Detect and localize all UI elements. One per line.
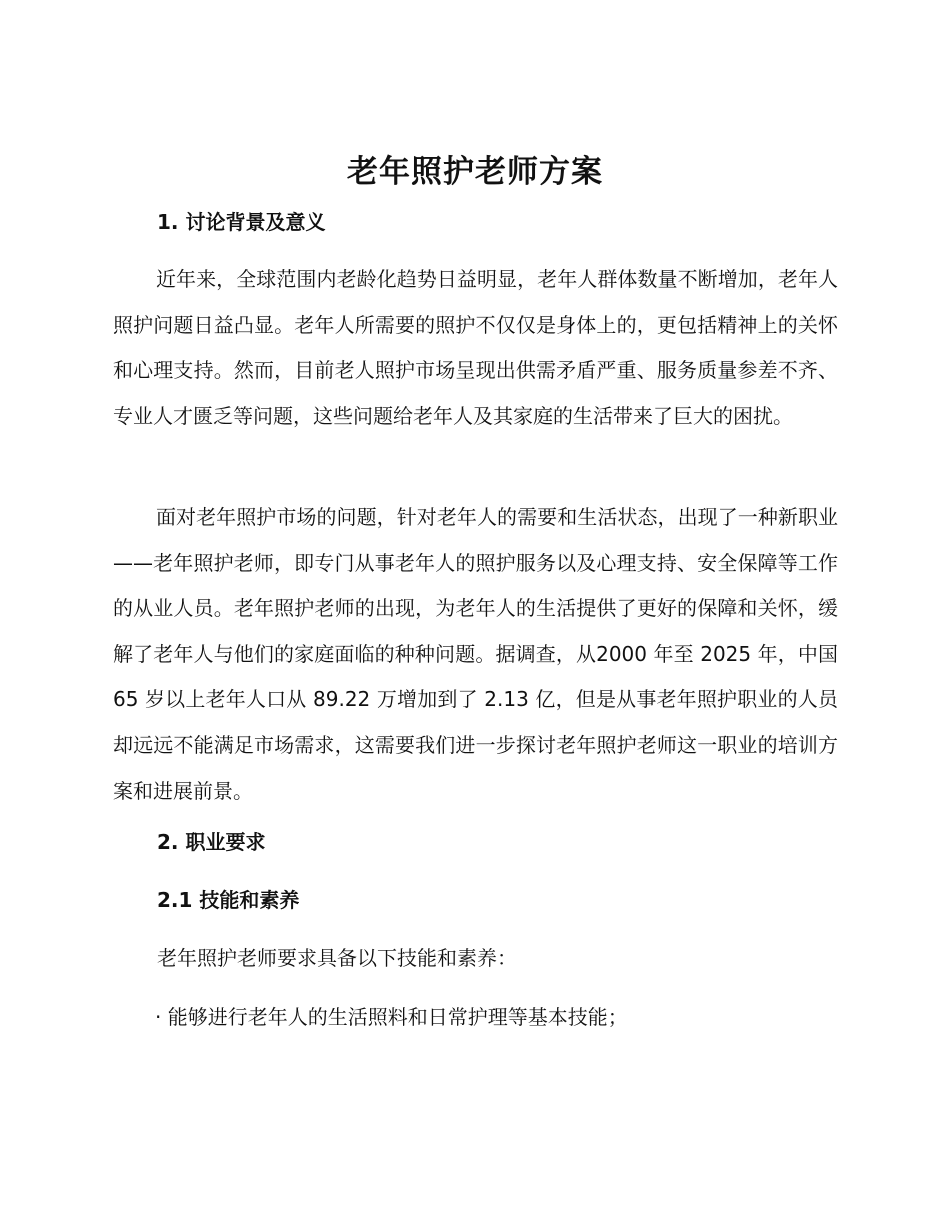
document-title: 老年照护老师方案 bbox=[347, 154, 603, 190]
section-1-paragraph-1: 近年来，全球范围内老龄化趋势日益明显，老年人群体数量不断增加，老年人照护问题日益凸显。老年人所需要的照护不仅仅是身体上的，更包括精神上的关怀和心理支持。然而，目前老人照护市场呈现出供需矛盾严重、服务质量参差不齐、专业人才匮乏等问题，这些问题给老年人及其家庭的生活带来了巨大的困扰。 bbox=[113, 267, 838, 428]
section-2-heading: 2. 职业要求 bbox=[157, 830, 266, 854]
section-1-heading: 1. 讨论背景及意义 bbox=[157, 210, 326, 234]
list-item: · 能够进行老年人的生活照料和日常护理等基本技能； bbox=[155, 1005, 628, 1029]
section-1-paragraph-2: 面对老年照护市场的问题，针对老年人的需要和生活状态，出现了一种新职业——老年照护老师，即专门从事老年人的照护服务以及心理支持、安全保障等工作的从业人员。老年照护老师的出现，为老年人的生活提供了更好的保障和关怀，缓解了老年人与他们的家庭面临的种种问题。据调查，从2000 年至 2025 年，中国 65 岁以上老年人口从 89.22 万增加到了 2.13 亿，但是从事老年照护职业的人员却远远不能满足市场需求，这需要我们进一步探讨老年照护老师这一职业的培训方案和进展前景。 bbox=[113, 505, 838, 803]
section-2-1-heading: 2.1 技能和素养 bbox=[157, 888, 300, 912]
section-2-1-intro: 老年照护老师要求具备以下技能和素养： bbox=[157, 946, 517, 970]
